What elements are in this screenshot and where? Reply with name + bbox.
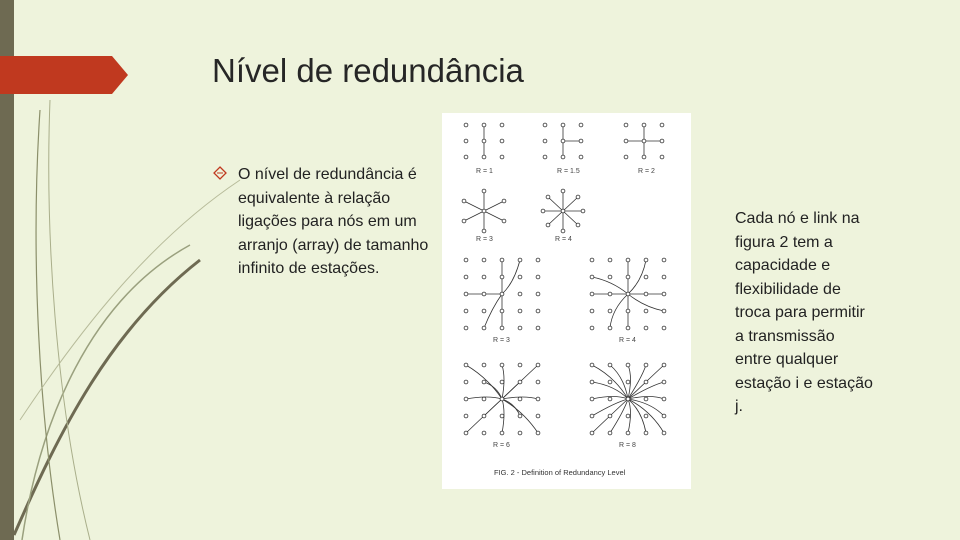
- diagram-node-128: [590, 397, 594, 401]
- diagram-node-126: [644, 380, 648, 384]
- diagram-node-107: [536, 397, 540, 401]
- diagram-node-6: [464, 155, 468, 159]
- diagram-node-133: [590, 414, 594, 418]
- diagram-node-18: [624, 123, 628, 127]
- diagram-node-86: [644, 309, 648, 313]
- diagram-node-43: [464, 258, 468, 262]
- diagram-node-118: [590, 363, 594, 367]
- diagram-node-91: [644, 326, 648, 330]
- diagram-node-70: [626, 258, 630, 262]
- diagram-node-26: [660, 155, 664, 159]
- diagram-link: [548, 211, 563, 225]
- diagram-node-21: [624, 139, 628, 143]
- diagram-node-84: [608, 309, 612, 313]
- diagram-node-96: [518, 363, 522, 367]
- diagram-node-77: [662, 275, 666, 279]
- diagram-node-129: [608, 397, 612, 401]
- diagram-node-98: [464, 380, 468, 384]
- diagram-node-132: [662, 397, 666, 401]
- diagram-node-51: [518, 275, 522, 279]
- diagram-node-35: [561, 229, 565, 233]
- diagram-node-2: [500, 123, 504, 127]
- diagram-node-93: [464, 363, 468, 367]
- diagram-node-137: [662, 414, 666, 418]
- diagram-node-5: [500, 139, 504, 143]
- diagram-node-69: [608, 258, 612, 262]
- diagram-node-72: [662, 258, 666, 262]
- diagram-node-92: [662, 326, 666, 330]
- bullet-text: O nível de redundância é equivalente à relação ligações para nós em um arranjo (array) de tamanho infinito de estações.: [238, 166, 429, 277]
- diagram-link: [563, 197, 578, 211]
- diagram-link: [548, 197, 563, 211]
- diagram-node-102: [536, 380, 540, 384]
- diagram-node-41: [576, 195, 580, 199]
- diagram-node-12: [543, 139, 547, 143]
- diagram-node-60: [500, 309, 504, 313]
- diagram-node-7: [482, 155, 486, 159]
- diagram-link: [592, 277, 628, 294]
- diagram-node-87: [662, 309, 666, 313]
- diagram-node-76: [644, 275, 648, 279]
- diagram-node-52: [536, 275, 540, 279]
- diagram-node-108: [464, 414, 468, 418]
- diagram-node-141: [644, 431, 648, 435]
- diagram-node-22: [642, 139, 646, 143]
- diagram-node-110: [500, 414, 504, 418]
- diagram-node-19: [642, 123, 646, 127]
- diagram-node-67: [536, 326, 540, 330]
- diagram-node-58: [464, 309, 468, 313]
- fig-label-6: R = 4: [619, 337, 636, 344]
- diagram-node-8: [500, 155, 504, 159]
- diagram-node-24: [624, 155, 628, 159]
- diagram-node-123: [590, 380, 594, 384]
- diagram-node-38: [546, 195, 550, 199]
- diagram-node-3: [464, 139, 468, 143]
- diagram-node-45: [500, 258, 504, 262]
- diagram-node-30: [502, 219, 506, 223]
- diagram-link: [628, 260, 646, 294]
- diagram-node-62: [536, 309, 540, 313]
- diagram-node-54: [482, 292, 486, 296]
- diagram-node-0: [464, 123, 468, 127]
- diagram-node-49: [482, 275, 486, 279]
- diagram-node-1: [482, 123, 486, 127]
- diagram-node-28: [482, 229, 486, 233]
- diagram-node-136: [644, 414, 648, 418]
- diagram-node-20: [660, 123, 664, 127]
- diagram-node-101: [518, 380, 522, 384]
- diagram-node-113: [464, 431, 468, 435]
- diagram-node-73: [590, 275, 594, 279]
- diagram-node-15: [543, 155, 547, 159]
- diagram-node-119: [608, 363, 612, 367]
- diagram-node-89: [608, 326, 612, 330]
- diagram-node-97: [536, 363, 540, 367]
- slide-title: Nível de redundância: [212, 52, 524, 89]
- diagram-link: [563, 211, 578, 225]
- bullet-item: [213, 163, 443, 281]
- diagram-node-48: [464, 275, 468, 279]
- diagram-node-57: [536, 292, 540, 296]
- side-text: Cada nó e link na figura 2 tem a capacidade e flexibilidade de troca para permitir a transmissão entre qualquer estação i e estação j.: [735, 210, 873, 415]
- diagram-node-53: [464, 292, 468, 296]
- diagram-node-74: [608, 275, 612, 279]
- diagram-node-120: [626, 363, 630, 367]
- diagram-node-46: [518, 258, 522, 262]
- diagram-node-25: [642, 155, 646, 159]
- diagram-node-85: [626, 309, 630, 313]
- diagram-node-135: [626, 414, 630, 418]
- diagram-node-125: [626, 380, 630, 384]
- diagram-node-13: [561, 139, 565, 143]
- diagram-node-100: [500, 380, 504, 384]
- diagram-node-94: [482, 363, 486, 367]
- diagram-node-90: [626, 326, 630, 330]
- diagram-link: [464, 201, 484, 211]
- diamond-outline-icon: [213, 166, 227, 180]
- diagram-node-14: [579, 139, 583, 143]
- diagram-node-42: [561, 209, 565, 213]
- diagram-node-27: [482, 189, 486, 193]
- diagram-node-50: [500, 275, 504, 279]
- diagram-node-64: [482, 326, 486, 330]
- diagram-link: [484, 211, 504, 221]
- diagram-node-34: [561, 189, 565, 193]
- diagram-node-116: [518, 431, 522, 435]
- diagram-node-9: [543, 123, 547, 127]
- diagram-node-17: [579, 155, 583, 159]
- diagram-node-40: [546, 223, 550, 227]
- diagram-node-112: [536, 414, 540, 418]
- fig-label-1: R = 1.5: [557, 168, 580, 175]
- diagram-node-39: [576, 223, 580, 227]
- fig-label-7: R = 6: [493, 442, 510, 449]
- diagram-node-81: [644, 292, 648, 296]
- diagram-node-16: [561, 155, 565, 159]
- diagram-node-105: [500, 397, 504, 401]
- fig-label-8: R = 8: [619, 442, 636, 449]
- diagram-link: [628, 294, 664, 311]
- diagram-node-63: [464, 326, 468, 330]
- diagram-link: [484, 382, 502, 399]
- diagram-node-131: [644, 397, 648, 401]
- diagram-node-33: [482, 209, 486, 213]
- diagram-node-71: [644, 258, 648, 262]
- diagram-node-134: [608, 414, 612, 418]
- diagram-node-44: [482, 258, 486, 262]
- diagram-link: [592, 399, 628, 416]
- diagram-node-82: [662, 292, 666, 296]
- diagram-link: [464, 211, 484, 221]
- diagram-node-124: [608, 380, 612, 384]
- diagram-link: [610, 399, 628, 433]
- diagram-node-68: [590, 258, 594, 262]
- diagram-node-140: [626, 431, 630, 435]
- diagram-link: [610, 365, 628, 399]
- diagram-node-138: [590, 431, 594, 435]
- diagram-node-11: [579, 123, 583, 127]
- fig-label-0: R = 1: [476, 168, 493, 175]
- diagram-link: [610, 294, 628, 328]
- diagram-node-36: [541, 209, 545, 213]
- diagram-node-104: [482, 397, 486, 401]
- diagram-node-121: [644, 363, 648, 367]
- redundancy-diagram: [442, 113, 691, 489]
- fig-label-5: R = 3: [493, 337, 510, 344]
- diagram-node-4: [482, 139, 486, 143]
- diagram-node-75: [626, 275, 630, 279]
- diagram-node-37: [581, 209, 585, 213]
- diagram-link: [502, 399, 520, 416]
- diagram-node-117: [536, 431, 540, 435]
- diagram-node-115: [500, 431, 504, 435]
- diagram-node-55: [500, 292, 504, 296]
- diagram-node-99: [482, 380, 486, 384]
- diagram-node-65: [500, 326, 504, 330]
- diagram-node-29: [462, 199, 466, 203]
- diagram-node-79: [608, 292, 612, 296]
- diagram-node-32: [502, 199, 506, 203]
- diagram-node-61: [518, 309, 522, 313]
- diagram-node-31: [462, 219, 466, 223]
- fig-label-4: R = 4: [555, 236, 572, 243]
- diagram-node-122: [662, 363, 666, 367]
- figure-caption: FIG. 2 - Definition of Redundancy Level: [494, 468, 626, 477]
- diagram-node-56: [518, 292, 522, 296]
- diagram-node-80: [626, 292, 630, 296]
- diagram-link: [628, 399, 664, 416]
- diagram-node-66: [518, 326, 522, 330]
- diagram-node-139: [608, 431, 612, 435]
- diagram-node-142: [662, 431, 666, 435]
- diagram-link: [484, 294, 502, 328]
- diagram-node-114: [482, 431, 486, 435]
- diagram-node-130: [626, 397, 630, 401]
- diagram-node-10: [561, 123, 565, 127]
- fig-label-3: R = 3: [476, 236, 493, 243]
- diagram-node-109: [482, 414, 486, 418]
- diagram-node-106: [518, 397, 522, 401]
- diagram-node-88: [590, 326, 594, 330]
- diagram-link: [484, 201, 504, 211]
- title-accent-tab: [0, 56, 128, 94]
- diagram-link: [502, 260, 520, 294]
- diagram-node-111: [518, 414, 522, 418]
- diagram-node-78: [590, 292, 594, 296]
- redundancy-figure: [442, 113, 691, 489]
- diagram-node-23: [660, 139, 664, 143]
- diagram-node-103: [464, 397, 468, 401]
- diagram-node-83: [590, 309, 594, 313]
- fig-label-2: R = 2: [638, 168, 655, 175]
- diagram-node-127: [662, 380, 666, 384]
- diagram-node-95: [500, 363, 504, 367]
- diagram-node-59: [482, 309, 486, 313]
- diagram-node-47: [536, 258, 540, 262]
